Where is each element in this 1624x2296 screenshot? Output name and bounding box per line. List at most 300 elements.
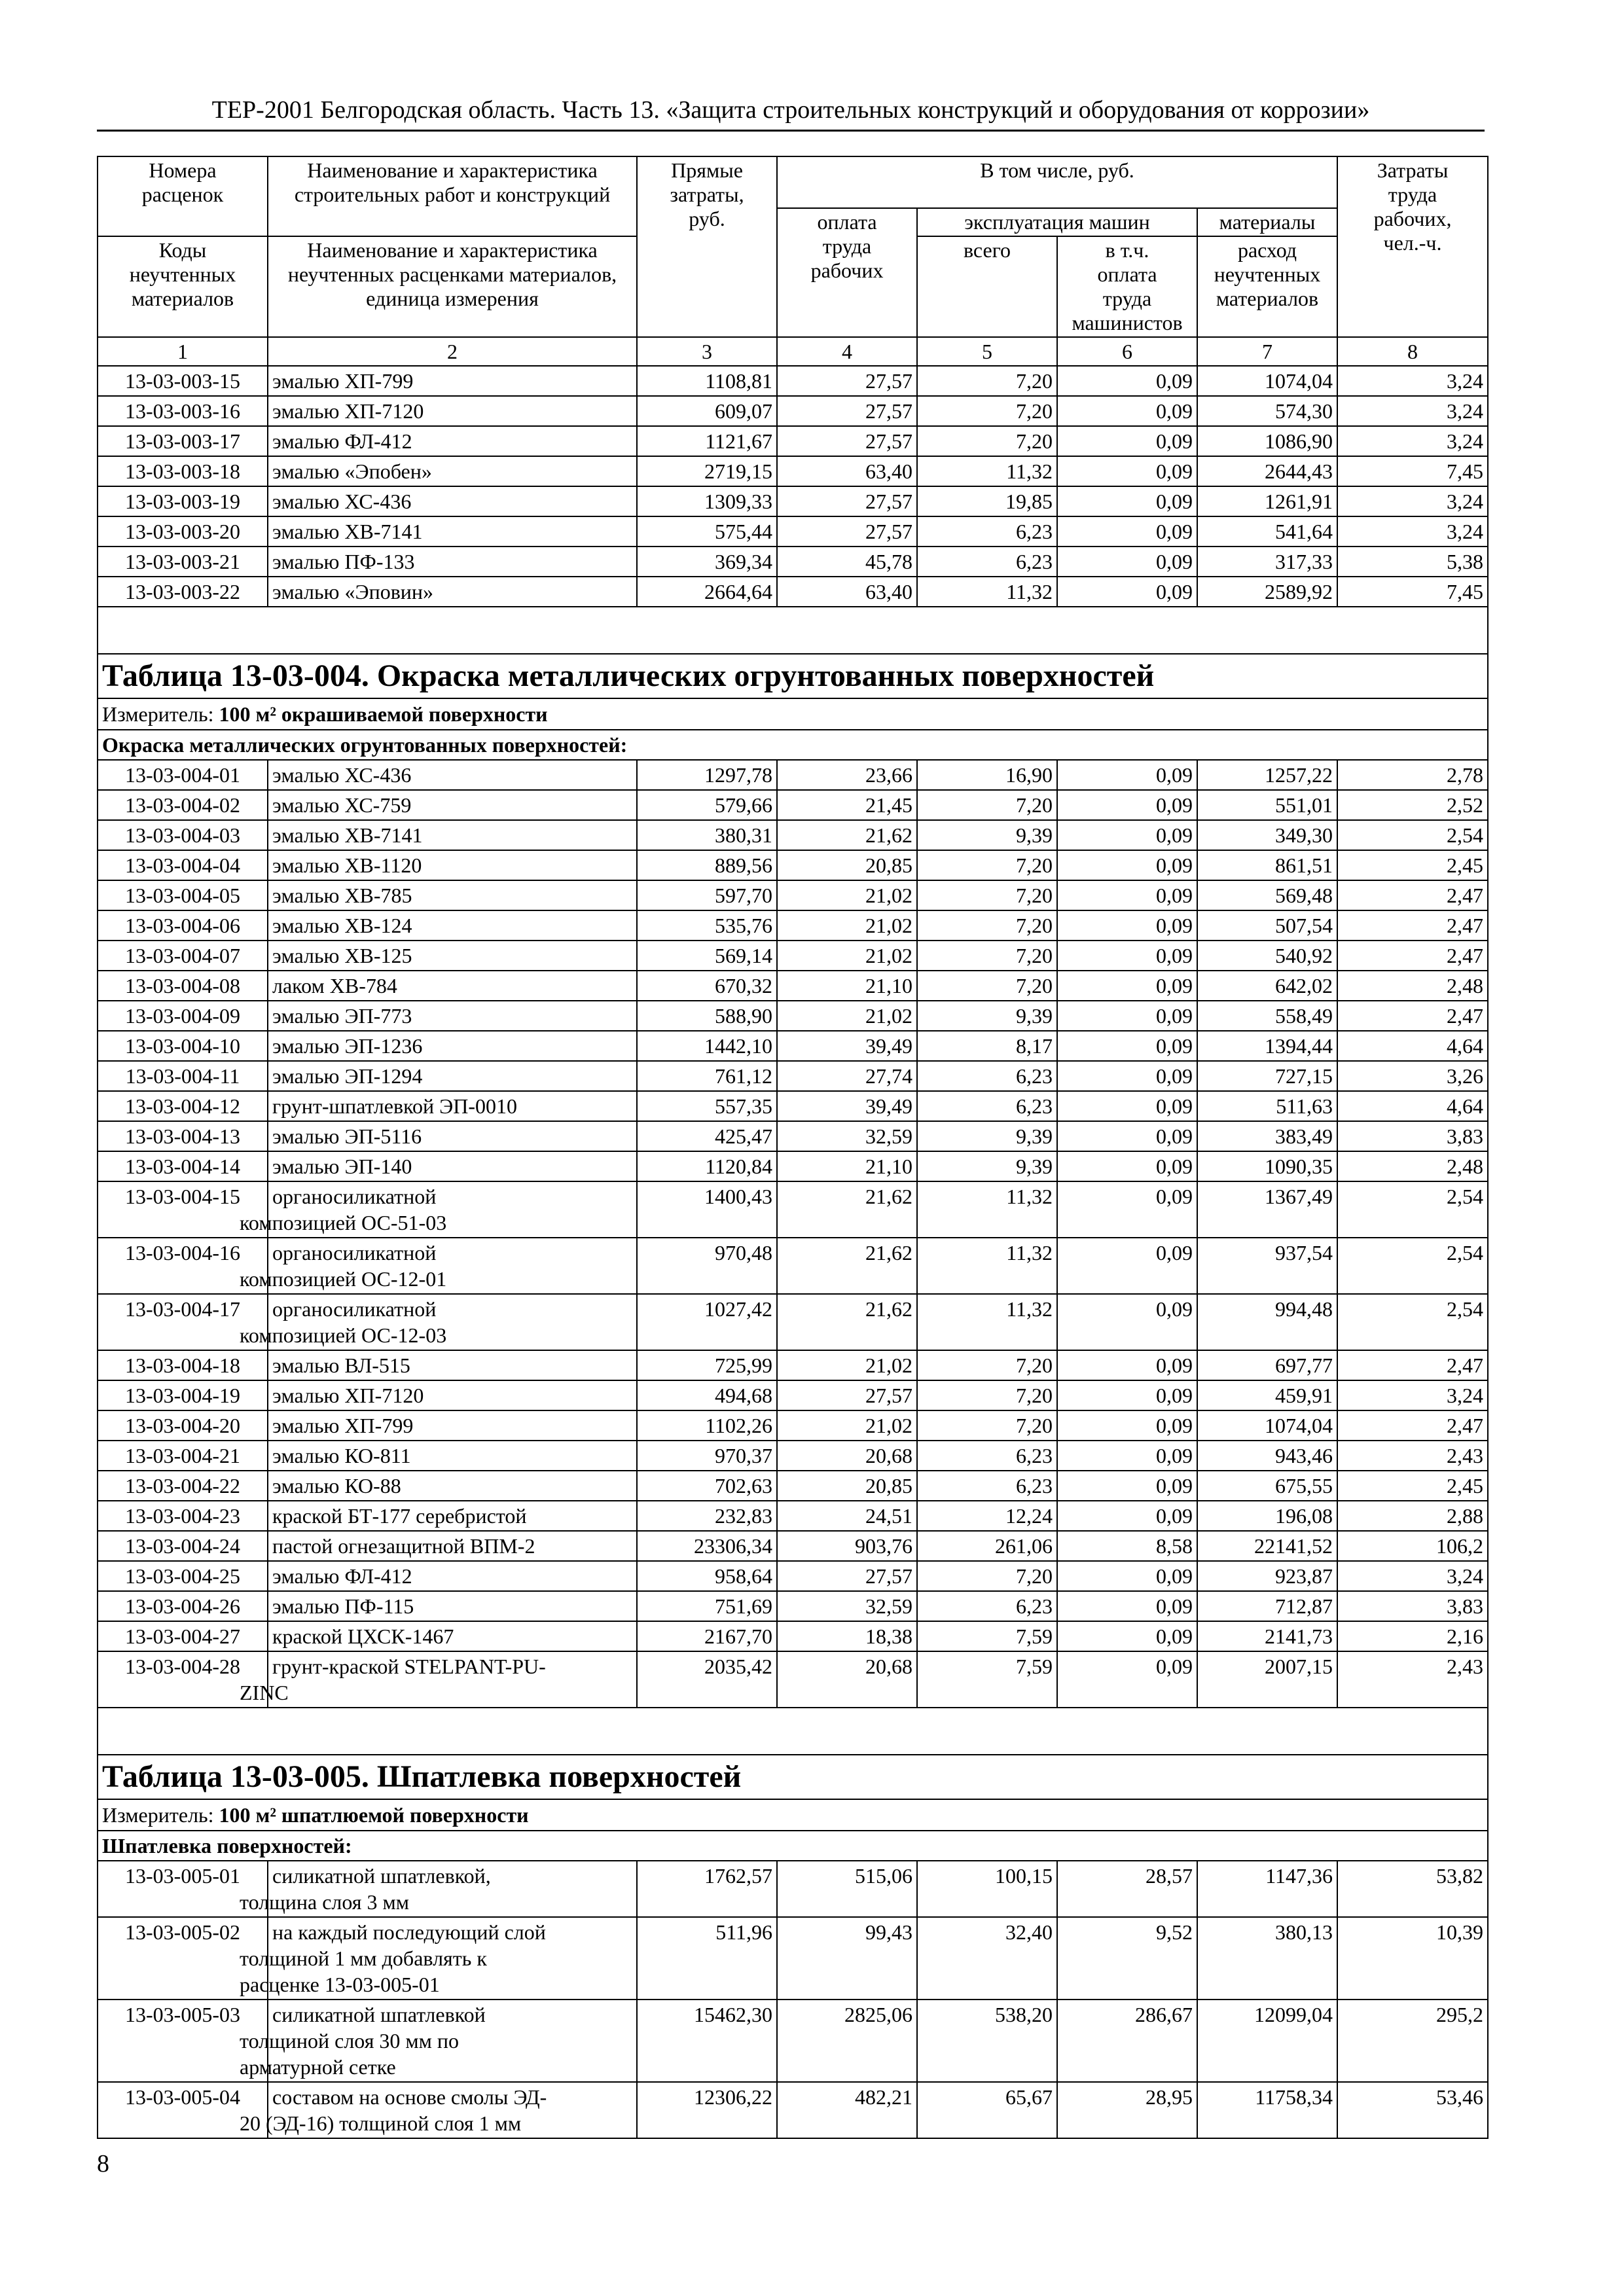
cell-c4: 39,49 [777, 1091, 917, 1121]
cell-c4: 27,57 [777, 1380, 917, 1410]
cell-c8: 5,38 [1337, 547, 1488, 577]
table-row [98, 1121, 1488, 1151]
col-header-labor-hours: Затраты труда рабочих, чел.-ч. [1337, 156, 1488, 337]
cell-c3: 1108,81 [637, 366, 777, 396]
cell-c4: 21,02 [777, 1410, 917, 1441]
rate-code: 13-03-004-19 [98, 1380, 268, 1410]
cell-c5: 65,67 [917, 2082, 1057, 2138]
cell-c6: 0,09 [1057, 1561, 1197, 1591]
cell-c6: 0,09 [1057, 910, 1197, 941]
cell-c4: 27,57 [777, 516, 917, 547]
rate-code: 13-03-003-16 [98, 396, 268, 426]
col-header-materials: материалы [1197, 208, 1337, 236]
cell-c4: 2825,06 [777, 2000, 917, 2082]
cell-c4: 21,62 [777, 1238, 917, 1294]
work-name: эмалью «Эпобен» [268, 456, 637, 486]
page-number: 8 [97, 2150, 109, 2178]
cell-c5: 11,32 [917, 1294, 1057, 1350]
cell-c3: 588,90 [637, 1001, 777, 1031]
cell-c3: 380,31 [637, 820, 777, 850]
cell-c8: 106,2 [1337, 1531, 1488, 1561]
rate-code: 13-03-004-27 [98, 1621, 268, 1651]
cell-c7: 1147,36 [1197, 1861, 1337, 1917]
cell-c7: 2644,43 [1197, 456, 1337, 486]
cell-c6: 0,09 [1057, 577, 1197, 607]
work-name: эмалью ХП-7120 [268, 396, 637, 426]
cell-c5: 9,39 [917, 1151, 1057, 1181]
work-name: краской ЦХСК-1467 [268, 1621, 637, 1651]
table-row [98, 1471, 1488, 1501]
work-name: эмалью КО-88 [268, 1471, 637, 1501]
cell-c8: 2,43 [1337, 1651, 1488, 1708]
work-name: составом на основе смолы ЭД- 20 (ЭД-16) толщиной слоя 1 мм [268, 2082, 637, 2138]
rate-code: 13-03-004-21 [98, 1441, 268, 1471]
cell-c3: 597,70 [637, 880, 777, 910]
cell-c3: 761,12 [637, 1061, 777, 1091]
unit-label: Измеритель: [102, 702, 214, 726]
work-name: эмалью ХП-799 [268, 1410, 637, 1441]
cell-c5: 100,15 [917, 1861, 1057, 1917]
cell-c6: 0,09 [1057, 547, 1197, 577]
cell-c5: 9,39 [917, 1121, 1057, 1151]
cell-c4: 21,10 [777, 1151, 917, 1181]
table-row [98, 850, 1488, 880]
cell-c3: 970,37 [637, 1441, 777, 1471]
cell-c4: 482,21 [777, 2082, 917, 2138]
table-row [98, 1380, 1488, 1410]
cell-c7: 937,54 [1197, 1238, 1337, 1294]
cell-c8: 2,52 [1337, 790, 1488, 820]
cell-c6: 0,09 [1057, 1350, 1197, 1380]
cell-c6: 0,09 [1057, 1410, 1197, 1441]
cell-c3: 494,68 [637, 1380, 777, 1410]
work-name: эмалью ХС-436 [268, 760, 637, 790]
cell-c5: 19,85 [917, 486, 1057, 516]
cell-c3: 511,96 [637, 1917, 777, 2000]
work-name: эмалью ФЛ-412 [268, 1561, 637, 1591]
cell-c8: 7,45 [1337, 577, 1488, 607]
cell-c7: 2007,15 [1197, 1651, 1337, 1708]
cell-c6: 0,09 [1057, 426, 1197, 456]
price-table [97, 156, 1489, 2139]
cell-c8: 2,54 [1337, 820, 1488, 850]
cell-c6: 9,52 [1057, 1917, 1197, 2000]
cell-c8: 2,47 [1337, 880, 1488, 910]
table-row [98, 456, 1488, 486]
cell-c8: 3,24 [1337, 486, 1488, 516]
cell-c6: 0,09 [1057, 1380, 1197, 1410]
work-name: эмалью ФЛ-412 [268, 426, 637, 456]
cell-c8: 3,24 [1337, 516, 1488, 547]
cell-c5: 7,20 [917, 880, 1057, 910]
cell-c6: 0,09 [1057, 366, 1197, 396]
table-row [98, 1917, 1488, 2000]
cell-c8: 3,24 [1337, 396, 1488, 426]
work-name: эмалью ХП-799 [268, 366, 637, 396]
cell-c8: 2,54 [1337, 1181, 1488, 1238]
work-name: эмалью ЭП-1294 [268, 1061, 637, 1091]
price-table-frame [97, 156, 1487, 2139]
cell-c3: 15462,30 [637, 2000, 777, 2082]
cell-c8: 3,24 [1337, 1380, 1488, 1410]
work-name: эмалью ХС-759 [268, 790, 637, 820]
cell-c3: 702,63 [637, 1471, 777, 1501]
cell-c5: 7,20 [917, 850, 1057, 880]
work-name: силикатной шпатлевкой, толщина слоя 3 мм [268, 1861, 637, 1917]
cell-c8: 10,39 [1337, 1917, 1488, 2000]
cell-c7: 349,30 [1197, 820, 1337, 850]
rate-code: 13-03-004-25 [98, 1561, 268, 1591]
cell-c3: 2035,42 [637, 1651, 777, 1708]
cell-c4: 20,68 [777, 1441, 917, 1471]
cell-c3: 1309,33 [637, 486, 777, 516]
table-row [98, 1441, 1488, 1471]
cell-c7: 1090,35 [1197, 1151, 1337, 1181]
col-header-material-usage: расход неучтенных материалов [1197, 236, 1337, 337]
cell-c5: 7,20 [917, 426, 1057, 456]
cell-c5: 7,20 [917, 366, 1057, 396]
col-header-group: В том числе, руб. [777, 156, 1337, 208]
table-row [98, 1410, 1488, 1441]
unit-value: 100 м² шпатлюемой поверхности [219, 1803, 529, 1827]
cell-c6: 0,09 [1057, 1238, 1197, 1294]
cell-c6: 0,09 [1057, 516, 1197, 547]
cell-c7: 1257,22 [1197, 760, 1337, 790]
cell-c4: 515,06 [777, 1861, 917, 1917]
table-row [98, 941, 1488, 971]
cell-c3: 1762,57 [637, 1861, 777, 1917]
cell-c5: 6,23 [917, 1591, 1057, 1621]
cell-c7: 11758,34 [1197, 2082, 1337, 2138]
cell-c6: 0,09 [1057, 1651, 1197, 1708]
cell-c6: 0,09 [1057, 941, 1197, 971]
cell-c3: 569,14 [637, 941, 777, 971]
cell-c7: 1074,04 [1197, 1410, 1337, 1441]
col-header-names: Наименование и характеристика строительных работ и конструкций [268, 156, 637, 208]
cell-c3: 2167,70 [637, 1621, 777, 1651]
rate-code: 13-03-005-01 [98, 1861, 268, 1917]
rate-code: 13-03-004-20 [98, 1410, 268, 1441]
cell-c7: 675,55 [1197, 1471, 1337, 1501]
cell-c4: 21,10 [777, 971, 917, 1001]
rate-code: 13-03-004-17 [98, 1294, 268, 1350]
cell-c5: 6,23 [917, 1061, 1057, 1091]
cell-c4: 20,85 [777, 850, 917, 880]
cell-c7: 1261,91 [1197, 486, 1337, 516]
work-name: эмалью КО-811 [268, 1441, 637, 1471]
cell-c4: 21,02 [777, 1350, 917, 1380]
cell-c8: 3,83 [1337, 1121, 1488, 1151]
work-name: эмалью ХВ-785 [268, 880, 637, 910]
cell-c8: 53,46 [1337, 2082, 1488, 2138]
cell-c3: 670,32 [637, 971, 777, 1001]
rate-code: 13-03-005-04 [98, 2082, 268, 2138]
cell-c6: 0,09 [1057, 971, 1197, 1001]
col-header-machines: эксплуатация машин [917, 208, 1197, 236]
cell-c5: 7,20 [917, 941, 1057, 971]
cell-c7: 380,13 [1197, 1917, 1337, 2000]
cell-c8: 2,47 [1337, 910, 1488, 941]
cell-c8: 2,47 [1337, 1350, 1488, 1380]
cell-c6: 0,09 [1057, 1001, 1197, 1031]
work-name: эмалью ХС-436 [268, 486, 637, 516]
work-name: эмалью ВЛ-515 [268, 1350, 637, 1380]
rate-code: 13-03-004-08 [98, 971, 268, 1001]
cell-c5: 9,39 [917, 820, 1057, 850]
rate-code: 13-03-004-12 [98, 1091, 268, 1121]
table-004-title: Таблица 13-03-004. Окраска металлических огрунтованных поверхностей [98, 654, 1488, 698]
col-header-machinist-pay: в т.ч. оплата труда машинистов [1057, 236, 1197, 337]
cell-c8: 7,45 [1337, 456, 1488, 486]
work-name: эмалью ПФ-115 [268, 1591, 637, 1621]
cell-c8: 3,24 [1337, 426, 1488, 456]
rate-code: 13-03-004-05 [98, 880, 268, 910]
rate-code: 13-03-003-19 [98, 486, 268, 516]
cell-c6: 0,09 [1057, 1501, 1197, 1531]
cell-c8: 2,78 [1337, 760, 1488, 790]
table-row [98, 396, 1488, 426]
cell-c8: 2,45 [1337, 850, 1488, 880]
table-row [98, 1001, 1488, 1031]
cell-c8: 2,47 [1337, 1410, 1488, 1441]
table-row [98, 366, 1488, 396]
cell-c7: 558,49 [1197, 1001, 1337, 1031]
cell-c5: 7,20 [917, 790, 1057, 820]
cell-c7: 1074,04 [1197, 366, 1337, 396]
table-row [98, 820, 1488, 850]
table-row [98, 1031, 1488, 1061]
cell-c6: 0,09 [1057, 1471, 1197, 1501]
cell-c7: 923,87 [1197, 1561, 1337, 1591]
table-row [98, 1091, 1488, 1121]
cell-c7: 2589,92 [1197, 577, 1337, 607]
cell-c4: 21,45 [777, 790, 917, 820]
work-name: лаком ХВ-784 [268, 971, 637, 1001]
cell-c3: 425,47 [637, 1121, 777, 1151]
cell-c5: 7,59 [917, 1651, 1057, 1708]
table-row [98, 910, 1488, 941]
cell-c7: 697,77 [1197, 1350, 1337, 1380]
work-name: эмалью «Эповин» [268, 577, 637, 607]
cell-c6: 0,09 [1057, 1091, 1197, 1121]
cell-c5: 7,20 [917, 971, 1057, 1001]
table-row [98, 1151, 1488, 1181]
cell-c3: 579,66 [637, 790, 777, 820]
cell-c6: 8,58 [1057, 1531, 1197, 1561]
rate-code: 13-03-004-23 [98, 1501, 268, 1531]
cell-c5: 9,39 [917, 1001, 1057, 1031]
work-name: эмалью ЭП-5116 [268, 1121, 637, 1151]
rate-code: 13-03-003-15 [98, 366, 268, 396]
cell-c5: 7,20 [917, 1350, 1057, 1380]
cell-c7: 22141,52 [1197, 1531, 1337, 1561]
cell-c7: 569,48 [1197, 880, 1337, 910]
cell-c6: 0,09 [1057, 850, 1197, 880]
rate-code: 13-03-003-17 [98, 426, 268, 456]
rate-code: 13-03-004-09 [98, 1001, 268, 1031]
cell-c4: 20,85 [777, 1471, 917, 1501]
rate-code: 13-03-004-16 [98, 1238, 268, 1294]
cell-c6: 0,09 [1057, 760, 1197, 790]
cell-c4: 23,66 [777, 760, 917, 790]
table-row [98, 1651, 1488, 1708]
col-header-direct-costs: Прямые затраты, руб. [637, 156, 777, 337]
cell-c3: 725,99 [637, 1350, 777, 1380]
cell-c7: 383,49 [1197, 1121, 1337, 1151]
cell-c8: 295,2 [1337, 2000, 1488, 2082]
table-row [98, 1181, 1488, 1238]
cell-c4: 32,59 [777, 1121, 917, 1151]
table-row [98, 516, 1488, 547]
cell-c4: 99,43 [777, 1917, 917, 2000]
cell-c4: 21,02 [777, 1001, 917, 1031]
table-row [98, 426, 1488, 456]
work-name: грунт-краской STELPANT-PU- ZINC [268, 1651, 637, 1708]
cell-c3: 557,35 [637, 1091, 777, 1121]
cell-c7: 712,87 [1197, 1591, 1337, 1621]
table-004-unit [98, 698, 1488, 730]
cell-c5: 7,20 [917, 396, 1057, 426]
cell-c7: 1367,49 [1197, 1181, 1337, 1238]
work-name: эмалью ХВ-124 [268, 910, 637, 941]
cell-c8: 2,88 [1337, 1501, 1488, 1531]
column-numbers-row: 1 2 3 4 5 6 7 8 [98, 337, 1488, 366]
table-row [98, 1238, 1488, 1294]
col-header-machines-total: всего [917, 236, 1057, 337]
cell-c8: 2,45 [1337, 1471, 1488, 1501]
cell-c8: 2,54 [1337, 1294, 1488, 1350]
cell-c7: 1086,90 [1197, 426, 1337, 456]
cell-c7: 551,01 [1197, 790, 1337, 820]
cell-c3: 535,76 [637, 910, 777, 941]
cell-c7: 541,64 [1197, 516, 1337, 547]
cell-c3: 575,44 [637, 516, 777, 547]
cell-c8: 2,47 [1337, 941, 1488, 971]
rate-code: 13-03-004-02 [98, 790, 268, 820]
cell-c5: 538,20 [917, 2000, 1057, 2082]
cell-c6: 28,57 [1057, 1861, 1197, 1917]
cell-c6: 28,95 [1057, 2082, 1197, 2138]
work-name: краской БТ-177 серебристой [268, 1501, 637, 1531]
cell-c4: 27,57 [777, 1561, 917, 1591]
cell-c5: 6,23 [917, 547, 1057, 577]
cell-c3: 958,64 [637, 1561, 777, 1591]
table-005-section: Шпатлевка поверхностей: [98, 1831, 1488, 1861]
cell-c4: 27,57 [777, 486, 917, 516]
cell-c5: 8,17 [917, 1031, 1057, 1061]
rate-code: 13-03-004-24 [98, 1531, 268, 1561]
cell-c4: 18,38 [777, 1621, 917, 1651]
cell-c8: 3,24 [1337, 366, 1488, 396]
cell-c7: 943,46 [1197, 1441, 1337, 1471]
cell-c4: 63,40 [777, 456, 917, 486]
cell-c3: 1442,10 [637, 1031, 777, 1061]
cell-c3: 1400,43 [637, 1181, 777, 1238]
cell-c8: 2,16 [1337, 1621, 1488, 1651]
col-header-material-names: Наименование и характеристика неучтенных расценками материалов, единица измерения [268, 236, 637, 337]
cell-c3: 609,07 [637, 396, 777, 426]
cell-c6: 286,67 [1057, 2000, 1197, 2082]
rate-code: 13-03-004-10 [98, 1031, 268, 1061]
table-row [98, 1501, 1488, 1531]
cell-c3: 2719,15 [637, 456, 777, 486]
rate-code: 13-03-004-26 [98, 1591, 268, 1621]
cell-c5: 11,32 [917, 577, 1057, 607]
cell-c4: 32,59 [777, 1591, 917, 1621]
work-name: силикатной шпатлевкой толщиной слоя 30 мм по арматурной сетке [268, 2000, 637, 2082]
cell-c4: 21,62 [777, 820, 917, 850]
cell-c8: 3,26 [1337, 1061, 1488, 1091]
unit-label: Измеритель: [102, 1803, 214, 1827]
cell-c8: 2,48 [1337, 1151, 1488, 1181]
cell-c4: 21,62 [777, 1294, 917, 1350]
cell-c7: 861,51 [1197, 850, 1337, 880]
cell-c3: 23306,34 [637, 1531, 777, 1561]
cell-c5: 16,90 [917, 760, 1057, 790]
rate-code: 13-03-005-02 [98, 1917, 268, 2000]
header-rule [97, 130, 1485, 132]
cell-c3: 751,69 [637, 1591, 777, 1621]
rate-code: 13-03-004-07 [98, 941, 268, 971]
cell-c5: 7,20 [917, 910, 1057, 941]
cell-c6: 0,09 [1057, 486, 1197, 516]
cell-c5: 7,20 [917, 1561, 1057, 1591]
work-name: пастой огнезащитной ВПМ-2 [268, 1531, 637, 1561]
rate-code: 13-03-004-01 [98, 760, 268, 790]
cell-c6: 0,09 [1057, 456, 1197, 486]
cell-c7: 2141,73 [1197, 1621, 1337, 1651]
cell-c4: 27,74 [777, 1061, 917, 1091]
table-row [98, 1621, 1488, 1651]
cell-c5: 11,32 [917, 456, 1057, 486]
rate-code: 13-03-003-21 [98, 547, 268, 577]
cell-c5: 11,32 [917, 1238, 1057, 1294]
cell-c8: 4,64 [1337, 1031, 1488, 1061]
cell-c4: 27,57 [777, 366, 917, 396]
rate-code: 13-03-004-22 [98, 1471, 268, 1501]
work-name: эмалью ХВ-125 [268, 941, 637, 971]
cell-c6: 0,09 [1057, 1151, 1197, 1181]
cell-c5: 6,23 [917, 1471, 1057, 1501]
cell-c3: 1120,84 [637, 1151, 777, 1181]
table-row [98, 1531, 1488, 1561]
cell-c6: 0,09 [1057, 1181, 1197, 1238]
table-row [98, 790, 1488, 820]
rate-code: 13-03-003-22 [98, 577, 268, 607]
rate-code: 13-03-004-14 [98, 1151, 268, 1181]
cell-c3: 1121,67 [637, 426, 777, 456]
cell-c4: 20,68 [777, 1651, 917, 1708]
cell-c4: 24,51 [777, 1501, 917, 1531]
rate-code: 13-03-004-06 [98, 910, 268, 941]
cell-c3: 369,34 [637, 547, 777, 577]
cell-c6: 0,09 [1057, 1441, 1197, 1471]
cell-c3: 1027,42 [637, 1294, 777, 1350]
table-row [98, 486, 1488, 516]
cell-c8: 2,47 [1337, 1001, 1488, 1031]
cell-c3: 12306,22 [637, 2082, 777, 2138]
cell-c7: 1394,44 [1197, 1031, 1337, 1061]
cell-c6: 0,09 [1057, 1121, 1197, 1151]
work-name: грунт-шпатлевкой ЭП-0010 [268, 1091, 637, 1121]
cell-c4: 21,62 [777, 1181, 917, 1238]
table-row [98, 760, 1488, 790]
cell-c5: 12,24 [917, 1501, 1057, 1531]
work-name: органосиликатной композицией ОС-12-01 [268, 1238, 637, 1294]
table-row [98, 547, 1488, 577]
cell-c5: 11,32 [917, 1181, 1057, 1238]
table-row [98, 971, 1488, 1001]
